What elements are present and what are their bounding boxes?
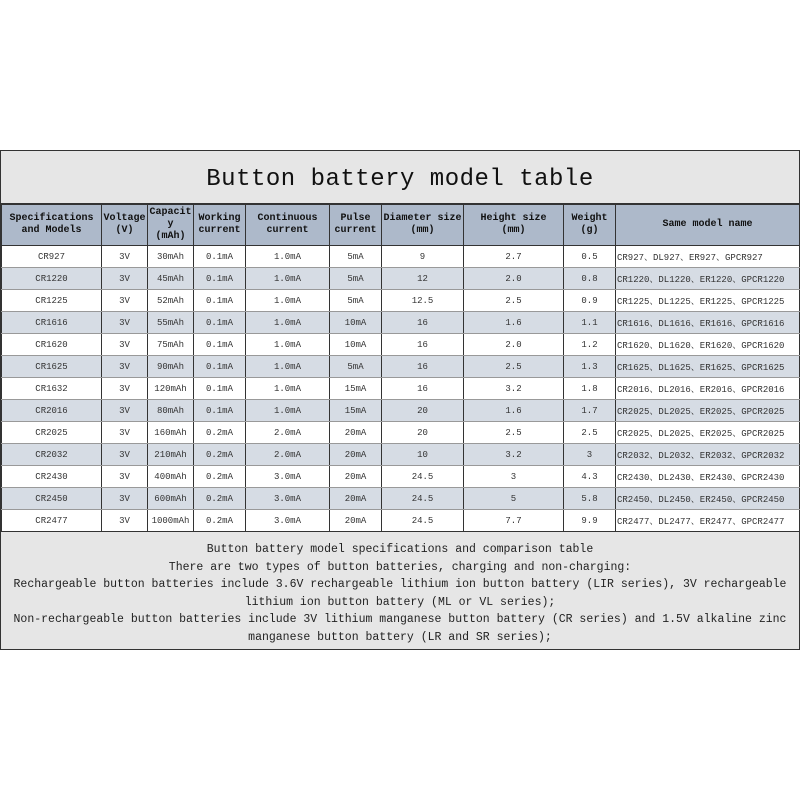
table-cell: 5mA <box>330 246 382 268</box>
table-cell: 0.1mA <box>194 356 246 378</box>
table-cell: 120mAh <box>148 378 194 400</box>
footer-line: Rechargeable button batteries include 3.6V rechargeable lithium ion button battery (LIR series), 3V rechargeable <box>13 578 787 591</box>
column-header-text: Voltage <box>103 213 146 224</box>
table-cell: CR1620、DL1620、ER1620、GPCR1620 <box>616 334 800 356</box>
table-cell: 55mAh <box>148 312 194 334</box>
table-cell: 1.0mA <box>246 268 330 290</box>
table-cell: 3V <box>102 488 148 510</box>
table-cell: 20mA <box>330 444 382 466</box>
table-cell: 5mA <box>330 268 382 290</box>
column-header-text: current <box>198 225 241 236</box>
table-cell: 1.3 <box>564 356 616 378</box>
table-cell: 0.2mA <box>194 444 246 466</box>
table-cell: 0.1mA <box>194 268 246 290</box>
table-cell: 20mA <box>330 488 382 510</box>
table-cell: 1.2 <box>564 334 616 356</box>
footer-line: manganese button battery (LR and SR series); <box>248 630 552 644</box>
table-cell: 16 <box>382 312 464 334</box>
model-cell: CR1620 <box>2 334 102 356</box>
table-cell: 1.8 <box>564 378 616 400</box>
table-row <box>2 466 800 488</box>
table-cell: 1.0mA <box>246 378 330 400</box>
model-cell: CR1625 <box>2 356 102 378</box>
table-cell: 2.5 <box>464 290 564 312</box>
table-cell: 5mA <box>330 356 382 378</box>
table-cell: 10mA <box>330 334 382 356</box>
column-header-text: Weight <box>571 213 608 224</box>
table-cell: 0.5 <box>564 246 616 268</box>
table-cell: 9.9 <box>564 510 616 532</box>
column-header-text: Diameter size <box>383 213 462 224</box>
table-cell: 20mA <box>330 510 382 532</box>
table-cell: CR1225、DL1225、ER1225、GPCR1225 <box>616 290 800 312</box>
table-cell: 1.0mA <box>246 312 330 334</box>
model-cell: CR2025 <box>2 422 102 444</box>
model-cell: CR2450 <box>2 488 102 510</box>
table-cell: 16 <box>382 378 464 400</box>
column-header <box>2 205 102 246</box>
table-cell: 2.5 <box>564 422 616 444</box>
table-cell: 2.0 <box>464 268 564 290</box>
table-cell: 3.2 <box>464 444 564 466</box>
table-cell: 10 <box>382 444 464 466</box>
column-header-text: Height size <box>480 213 547 224</box>
table-cell: 3.0mA <box>246 488 330 510</box>
column-header <box>246 205 330 246</box>
table-cell: 3.0mA <box>246 466 330 488</box>
table-cell: 24.5 <box>382 488 464 510</box>
table-cell: 3V <box>102 422 148 444</box>
table-row <box>2 422 800 444</box>
table-cell: CR2032、DL2032、ER2032、GPCR2032 <box>616 444 800 466</box>
column-header-text: (mAh) <box>155 231 186 242</box>
column-header-text: Same model name <box>662 219 753 230</box>
table-body <box>2 246 800 532</box>
column-header-text: current <box>266 225 309 236</box>
column-header-text: current <box>334 225 377 236</box>
table-cell: 24.5 <box>382 466 464 488</box>
table-cell: 5.8 <box>564 488 616 510</box>
table-cell: 3V <box>102 290 148 312</box>
table-cell: 400mAh <box>148 466 194 488</box>
table-cell: CR1220、DL1220、ER1220、GPCR1220 <box>616 268 800 290</box>
table-cell: 600mAh <box>148 488 194 510</box>
column-header-text: Capacit <box>149 207 192 218</box>
model-cell: CR1220 <box>2 268 102 290</box>
column-header-text: (g) <box>580 225 599 236</box>
table-cell: 4.3 <box>564 466 616 488</box>
model-cell: CR1616 <box>2 312 102 334</box>
table-cell: 5 <box>464 488 564 510</box>
table-cell: 20 <box>382 400 464 422</box>
table-cell: 52mAh <box>148 290 194 312</box>
table-cell: 2.5 <box>464 422 564 444</box>
column-header-text: Working <box>198 213 241 224</box>
table-cell: 3V <box>102 334 148 356</box>
model-cell: CR2032 <box>2 444 102 466</box>
table-cell: 2.0 <box>464 334 564 356</box>
footer-line: There are two types of button batteries, charging and non-charging: <box>168 560 632 574</box>
footer-notes <box>1 537 799 649</box>
table-cell: CR2025、DL2025、ER2025、GPCR2025 <box>616 422 800 444</box>
column-header <box>194 205 246 246</box>
column-header-text: (V) <box>115 225 134 236</box>
table-cell: 0.1mA <box>194 246 246 268</box>
column-header-text: (mm) <box>501 225 526 236</box>
battery-table-sheet <box>0 150 800 650</box>
table-row <box>2 312 800 334</box>
table-cell: 0.1mA <box>194 378 246 400</box>
table-cell: 20 <box>382 422 464 444</box>
model-cell: CR2430 <box>2 466 102 488</box>
table-cell: 0.2mA <box>194 422 246 444</box>
table-row <box>2 334 800 356</box>
column-header <box>616 205 800 246</box>
table-cell: 3V <box>102 246 148 268</box>
table-cell: 12.5 <box>382 290 464 312</box>
column-header <box>102 205 148 246</box>
table-cell: 45mAh <box>148 268 194 290</box>
table-cell: 75mAh <box>148 334 194 356</box>
table-cell: 16 <box>382 356 464 378</box>
table-cell: 2.7 <box>464 246 564 268</box>
table-cell: 2.0mA <box>246 444 330 466</box>
model-cell: CR2016 <box>2 400 102 422</box>
table-cell: CR2430、DL2430、ER2430、GPCR2430 <box>616 466 800 488</box>
column-header-text: Specifications <box>9 213 94 224</box>
table-cell: 1.1 <box>564 312 616 334</box>
table-cell: 3V <box>102 466 148 488</box>
model-cell: CR1632 <box>2 378 102 400</box>
column-header-text: (mm) <box>410 225 435 236</box>
table-cell: 0.2mA <box>194 510 246 532</box>
model-cell: CR2477 <box>2 510 102 532</box>
table-cell: 3V <box>102 312 148 334</box>
table-cell: 3.0mA <box>246 510 330 532</box>
table-row <box>2 378 800 400</box>
column-header <box>382 205 464 246</box>
table-cell: 1.0mA <box>246 334 330 356</box>
table-cell: 3 <box>464 466 564 488</box>
table-cell: CR2025、DL2025、ER2025、GPCR2025 <box>616 400 800 422</box>
table-row <box>2 488 800 510</box>
table-cell: 210mAh <box>148 444 194 466</box>
table-cell: 2.0mA <box>246 422 330 444</box>
table-row <box>2 290 800 312</box>
table-cell: 0.9 <box>564 290 616 312</box>
table-cell: 10mA <box>330 312 382 334</box>
table-cell: 15mA <box>330 400 382 422</box>
table-cell: 90mAh <box>148 356 194 378</box>
table-cell: CR1625、DL1625、ER1625、GPCR1625 <box>616 356 800 378</box>
table-row <box>2 268 800 290</box>
column-header-text: y <box>167 219 174 230</box>
table-cell: 30mAh <box>148 246 194 268</box>
column-header-text: Continuous <box>257 213 318 224</box>
table-cell: 3V <box>102 268 148 290</box>
table-cell: CR2450、DL2450、ER2450、GPCR2450 <box>616 488 800 510</box>
table-cell: 1.0mA <box>246 290 330 312</box>
table-cell: 9 <box>382 246 464 268</box>
table-cell: 1.0mA <box>246 246 330 268</box>
table-cell: 0.1mA <box>194 334 246 356</box>
table-cell: 3V <box>102 444 148 466</box>
table-cell: 15mA <box>330 378 382 400</box>
table-cell: 16 <box>382 334 464 356</box>
table-cell: 0.8 <box>564 268 616 290</box>
table-cell: 0.1mA <box>194 312 246 334</box>
table-cell: CR2016、DL2016、ER2016、GPCR2016 <box>616 378 800 400</box>
table-cell: 80mAh <box>148 400 194 422</box>
table-cell: 0.2mA <box>194 466 246 488</box>
table-row <box>2 400 800 422</box>
table-row <box>2 444 800 466</box>
table-cell: 2.5 <box>464 356 564 378</box>
footer-line: Button battery model specifications and comparison table <box>206 543 594 556</box>
table-header-row <box>2 205 800 246</box>
table-cell: 20mA <box>330 466 382 488</box>
table-row <box>2 356 800 378</box>
column-header <box>148 205 194 246</box>
table-cell: 20mA <box>330 422 382 444</box>
table-cell: 3V <box>102 510 148 532</box>
table-cell: 3 <box>564 444 616 466</box>
table-cell: CR1616、DL1616、ER1616、GPCR1616 <box>616 312 800 334</box>
table-cell: 5mA <box>330 290 382 312</box>
table-row <box>2 246 800 268</box>
table-cell: 24.5 <box>382 510 464 532</box>
column-header <box>330 205 382 246</box>
table-cell: 1.0mA <box>246 400 330 422</box>
footer-line: Non-rechargeable button batteries include 3V lithium manganese button battery (CR series) and 1.5V alkaline zinc <box>13 613 787 626</box>
table-cell: 160mAh <box>148 422 194 444</box>
battery-model-table <box>1 204 800 532</box>
model-cell: CR1225 <box>2 290 102 312</box>
model-cell: CR927 <box>2 246 102 268</box>
table-cell: 1.7 <box>564 400 616 422</box>
table-cell: 3V <box>102 356 148 378</box>
table-cell: 3.2 <box>464 378 564 400</box>
table-cell: 0.2mA <box>194 488 246 510</box>
table-cell: 12 <box>382 268 464 290</box>
table-row <box>2 510 800 532</box>
table-cell: CR2477、DL2477、ER2477、GPCR2477 <box>616 510 800 532</box>
footer-line: lithium ion button battery (ML or VL series); <box>244 595 556 609</box>
table-cell: 1.6 <box>464 312 564 334</box>
table-cell: 1.6 <box>464 400 564 422</box>
table-cell: 1.0mA <box>246 356 330 378</box>
table-cell: 3V <box>102 378 148 400</box>
column-header <box>464 205 564 246</box>
table-cell: 0.1mA <box>194 290 246 312</box>
table-cell: 0.1mA <box>194 400 246 422</box>
table-cell: 1000mAh <box>148 510 194 532</box>
column-header-text: and Models <box>21 225 82 236</box>
table-cell: CR927、DL927、ER927、GPCR927 <box>616 246 800 268</box>
table-cell: 7.7 <box>464 510 564 532</box>
column-header <box>564 205 616 246</box>
column-header-text: Pulse <box>340 213 371 224</box>
page-title: Button battery model table <box>1 151 799 204</box>
table-cell: 3V <box>102 400 148 422</box>
